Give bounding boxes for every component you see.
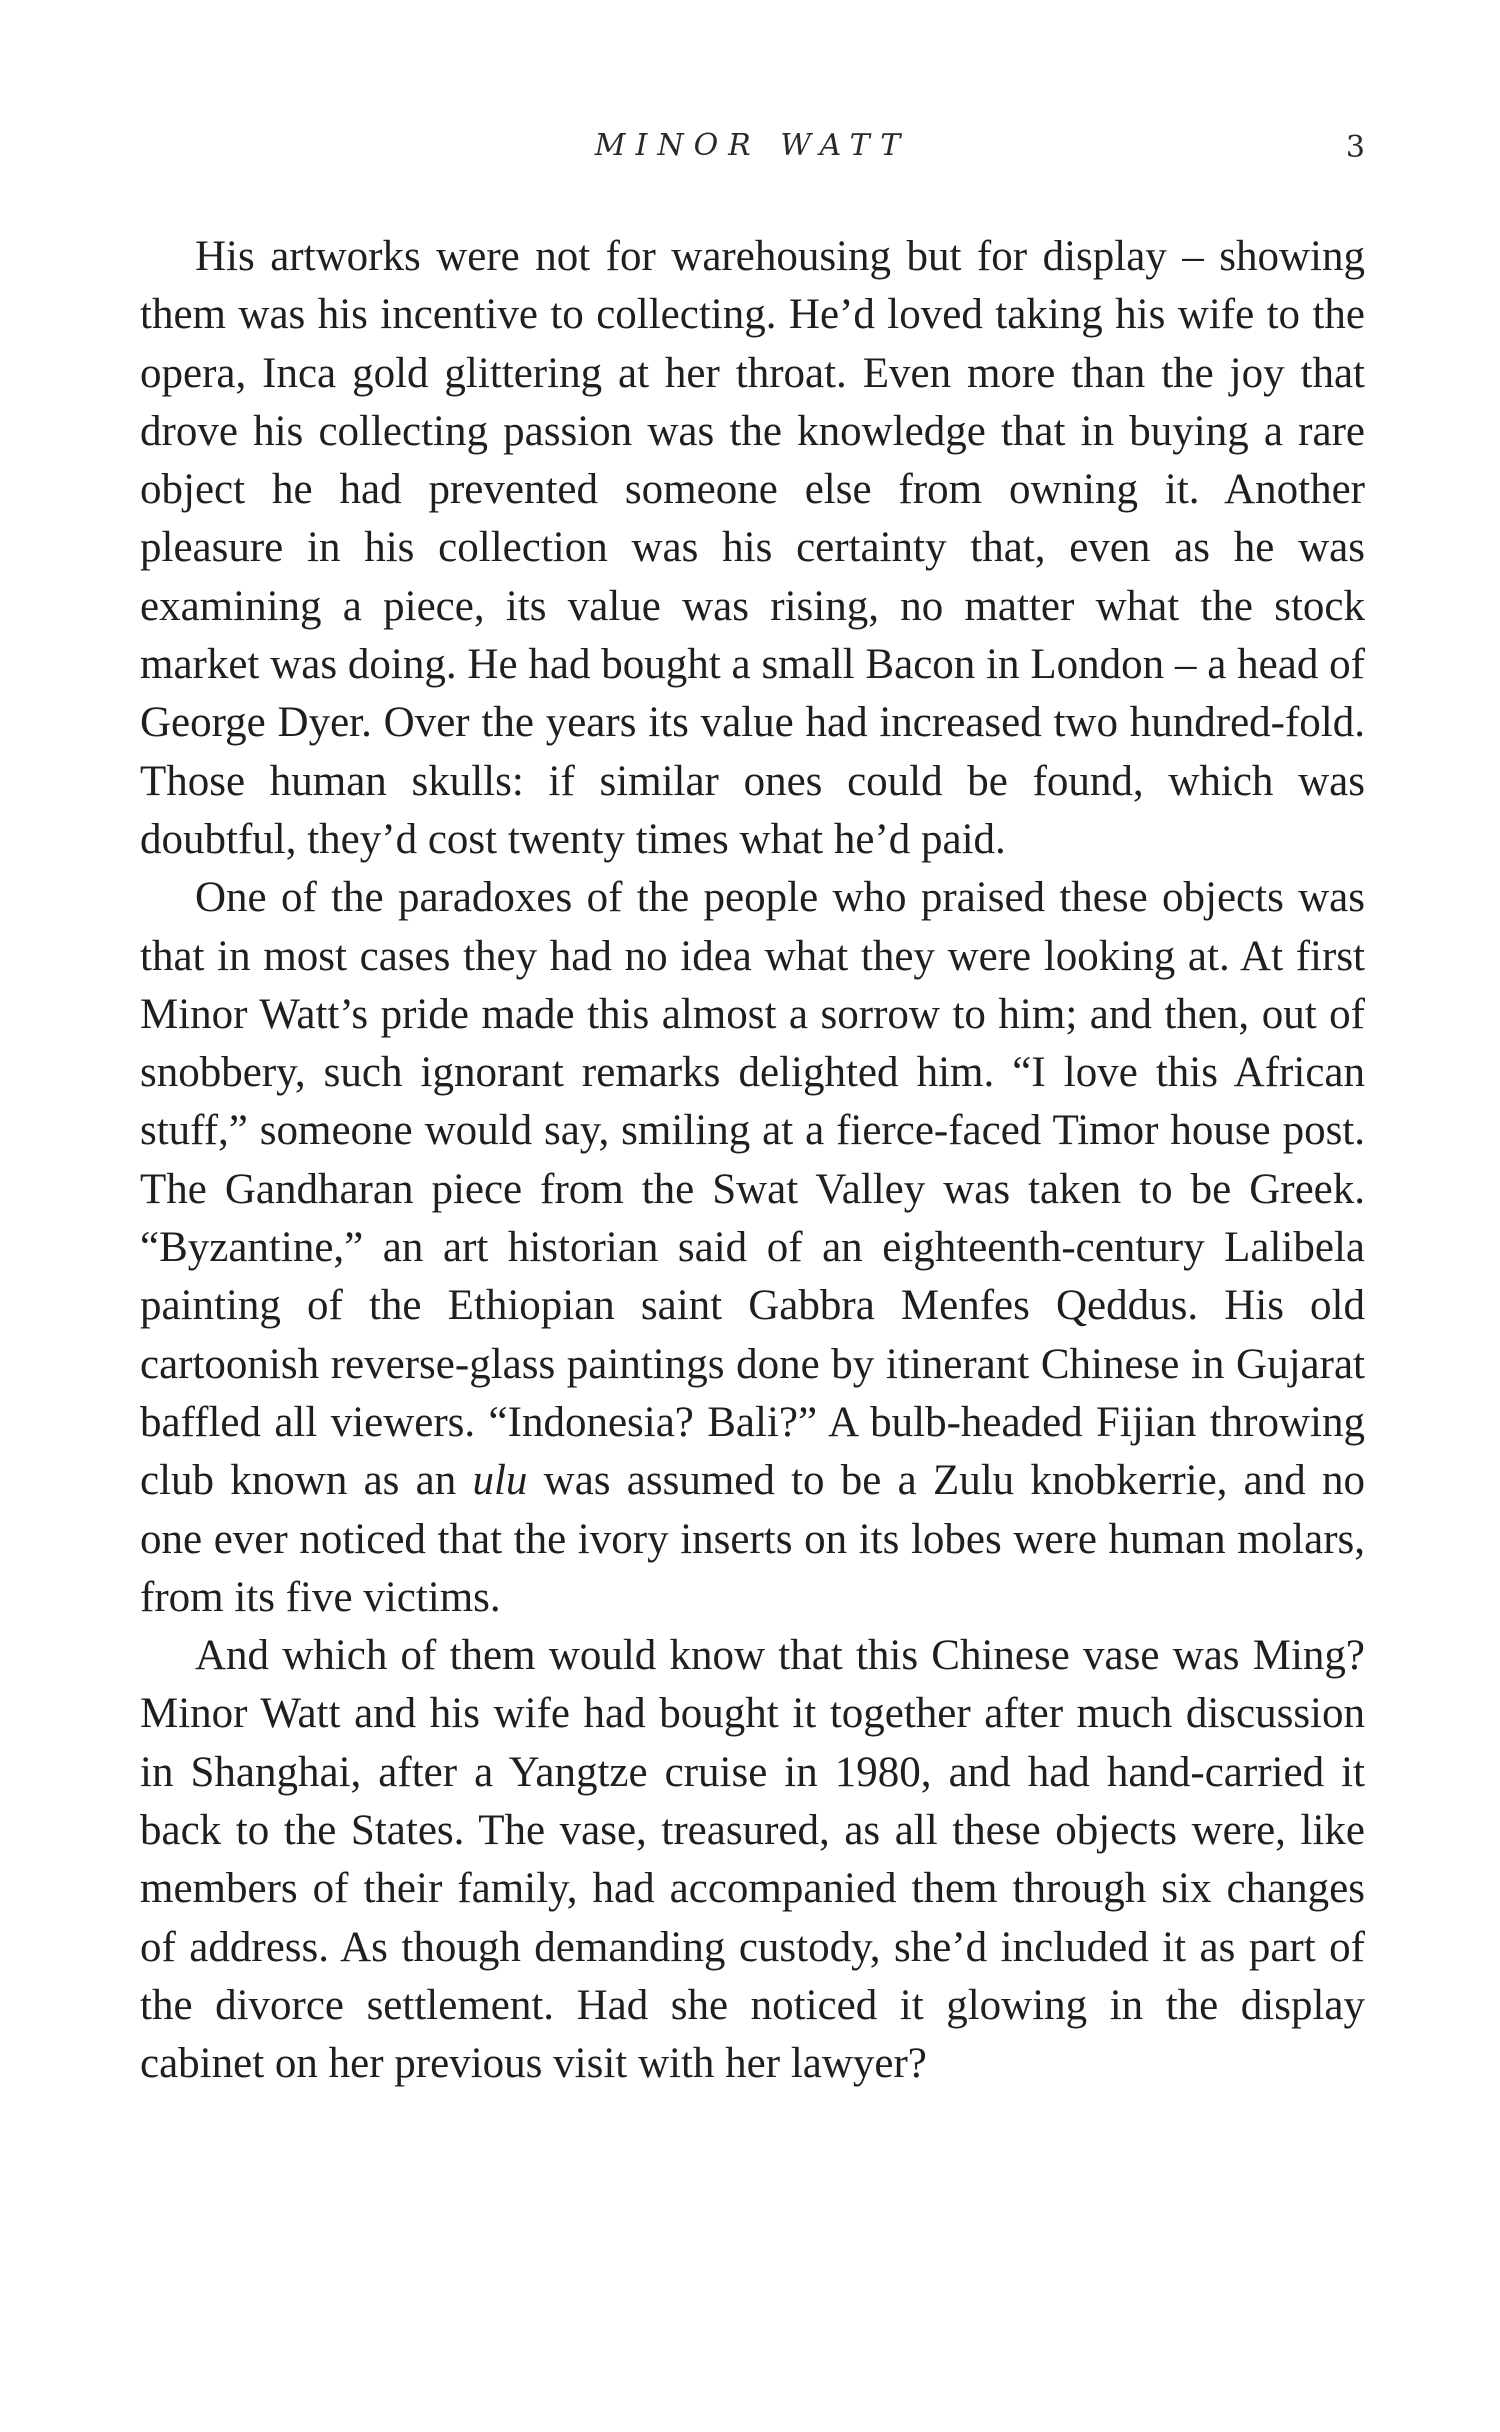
page-number: 3 (1345, 130, 1365, 165)
body-text (140, 228, 1365, 2094)
paragraph-1: His artworks were not for warehousing but for display – showing them was his incentive to collecting. He’d loved taking his wife to the opera, Inca gold glittering at her throat. Even more than the joy that drove his collecting passion was the knowledge that in buying a rare object he had prevented someone else from owning it. Another pleasure in his collection was his certainty that, even as he was examining a piece, its value was rising, no matter what the stock market was doing. He had bought a small Bacon in London – a head of George Dyer. Over the years its value had increased two hundred-fold. Those human skulls: if similar ones could be found, which was doubtful, they’d cost twenty times what he’d paid. (140, 233, 1365, 863)
paragraph-2 (140, 869, 1365, 1627)
italic-term-ulu: ulu (472, 1457, 528, 1505)
page-header (140, 128, 1365, 188)
paragraph-2-text-b: was assumed to be a Zulu knobkerrie, and no one ever noticed that the ivory inserts on its lobes were human molars, from its five victims. (140, 1457, 1365, 1621)
running-title: MINOR WATT (594, 128, 911, 163)
paragraph-3: And which of them would know that this Chinese vase was Ming? Minor Watt and his wife had bought it together after much discussion in Shanghai, after a Yangtze cruise in 1980, and had hand-carried it back to the States. The vase, treasured, as all these objects were, like members of their family, had accompanied them through six changes of address. As though demanding custody, she’d included it as part of the divorce settlement. Had she noticed it glowing in the display cabinet on her previous visit with her lawyer? (140, 1632, 1365, 2088)
paragraph-2-text-a: One of the paradoxes of the people who praised these objects was that in most cases they had no idea what they were looking at. At first Minor Watt’s pride made this almost a sorrow to him; and then, out of snobbery, such ignorant remarks delighted him. “I love this African stuff,” someone would say, smiling at a fierce-faced Timor house post. The Gandharan piece from the Swat Valley was taken to be Greek. “Byzantine,” an art historian said of an eighteenth-century Lalibela painting of the Ethiopian saint Gabbra Menfes Qeddus. His old cartoonish reverse-glass paintings done by itinerant Chinese in Gujarat baffled all viewers. “Indonesia? Bali?” A bulb-headed Fijian throwing club known as an (140, 874, 1365, 1505)
